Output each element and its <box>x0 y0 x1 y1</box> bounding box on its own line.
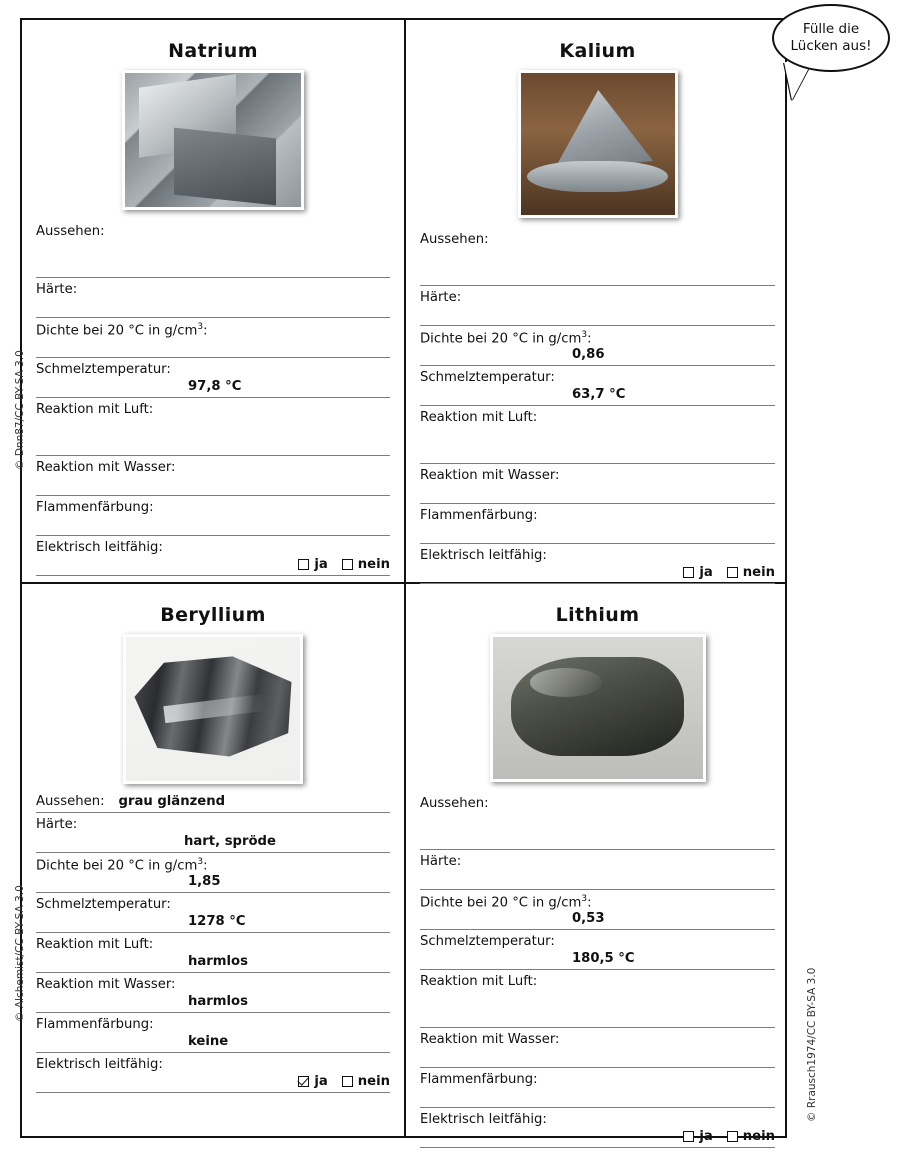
image-credit-beryllium: © Alchemist/CC BY-SA 3.0 <box>14 885 26 1022</box>
field-haerte[interactable] <box>420 286 775 326</box>
natrium-photo <box>122 70 304 210</box>
element-card-kalium <box>406 20 789 582</box>
element-card-beryllium <box>22 584 404 1140</box>
field-reaktion-wasser[interactable] <box>36 456 390 496</box>
field-value-schmelztemperatur: 63,7 °C <box>572 387 626 402</box>
checkbox-box-ja[interactable] <box>683 1131 694 1142</box>
field-label-schmelztemperatur: Schmelztemperatur: <box>36 897 171 912</box>
field-reaktion-wasser[interactable] <box>420 464 775 504</box>
field-list <box>36 794 390 1093</box>
field-label-haerte: Härte: <box>36 817 78 832</box>
field-list <box>36 220 390 576</box>
checkbox-label-nein: nein <box>357 1074 390 1089</box>
field-reaktion-luft[interactable] <box>36 933 390 973</box>
field-label-haerte: Härte: <box>36 282 78 297</box>
field-label-elektrisch-leitfaehig: Elektrisch leitfähig: <box>36 1057 163 1072</box>
speech-bubble <box>772 4 890 72</box>
superscript-three: 3 <box>581 330 588 340</box>
field-haerte[interactable] <box>36 813 390 853</box>
field-label-dichte: Dichte bei 20 °C in $g/cm^3$: <box>36 857 208 874</box>
field-schmelztemperatur[interactable] <box>420 930 775 970</box>
field-label-aussehen: Aussehen: <box>36 224 105 239</box>
field-dichte[interactable] <box>420 890 775 930</box>
checkbox-box-nein[interactable] <box>727 1131 738 1142</box>
checkbox-label-ja: ja <box>699 565 713 580</box>
field-label-aussehen: Aussehen: <box>36 794 105 809</box>
checkbox-box-ja[interactable] <box>298 1076 309 1087</box>
field-elektrisch-leitfaehig[interactable] <box>36 536 390 576</box>
element-card-lithium <box>406 584 789 1144</box>
field-schmelztemperatur[interactable] <box>36 358 390 398</box>
field-value-reaktion-wasser: harmlos <box>188 994 248 1009</box>
field-label-flammenfaerbung: Flammenfärbung: <box>36 500 154 515</box>
field-value-reaktion-luft: harmlos <box>188 954 248 969</box>
element-photo-wrap <box>420 634 775 782</box>
checkbox-nein[interactable] <box>342 557 390 572</box>
worksheet-frame <box>20 18 787 1144</box>
checkbox-group <box>298 1074 390 1089</box>
field-label-reaktion-luft: Reaktion mit Luft: <box>36 402 154 417</box>
field-reaktion-luft[interactable] <box>420 406 775 464</box>
kalium-photo <box>518 70 678 218</box>
card-title: Kalium <box>559 40 636 62</box>
speech-bubble-line2: Lücken aus! <box>790 38 872 54</box>
checkbox-label-ja: ja <box>314 557 328 572</box>
checkbox-box-ja[interactable] <box>683 567 694 578</box>
element-photo-wrap <box>420 70 775 218</box>
field-label-schmelztemperatur: Schmelztemperatur: <box>36 362 171 377</box>
field-label-reaktion-wasser: Reaktion mit Wasser: <box>36 460 176 475</box>
field-flammenfaerbung[interactable] <box>36 1013 390 1053</box>
field-value-schmelztemperatur: 97,8 °C <box>188 379 242 394</box>
element-card-natrium <box>22 20 404 582</box>
checkbox-label-nein: nein <box>742 565 775 580</box>
field-value-haerte: hart, spröde <box>184 834 276 849</box>
checkbox-label-ja: ja <box>699 1129 713 1144</box>
field-value-aussehen: grau glänzend <box>118 794 226 809</box>
field-label-aussehen: Aussehen: <box>420 796 489 811</box>
field-label-elektrisch-leitfaehig: Elektrisch leitfähig: <box>420 1112 547 1127</box>
field-haerte[interactable] <box>420 850 775 890</box>
field-reaktion-luft[interactable] <box>420 970 775 1028</box>
field-value-schmelztemperatur: 1278 °C <box>188 914 246 929</box>
checkbox-nein[interactable] <box>342 1074 390 1089</box>
field-haerte[interactable] <box>36 278 390 318</box>
field-label-flammenfaerbung: Flammenfärbung: <box>420 508 538 523</box>
card-title: Beryllium <box>160 604 266 626</box>
field-label-reaktion-luft: Reaktion mit Luft: <box>36 937 154 952</box>
field-reaktion-luft[interactable] <box>36 398 390 456</box>
field-label-haerte: Härte: <box>420 854 462 869</box>
field-schmelztemperatur[interactable] <box>36 893 390 933</box>
field-label-schmelztemperatur: Schmelztemperatur: <box>420 370 555 385</box>
checkbox-ja[interactable] <box>683 1129 712 1144</box>
field-label-dichte: Dichte bei 20 °C in $g/cm^3$: <box>36 322 208 339</box>
field-list <box>420 228 775 584</box>
checkbox-ja[interactable] <box>298 1074 327 1089</box>
field-flammenfaerbung[interactable] <box>420 1068 775 1108</box>
field-flammenfaerbung[interactable] <box>420 504 775 544</box>
field-value-dichte: 0,53 <box>572 911 605 926</box>
checkbox-group <box>683 565 775 580</box>
field-label-haerte: Härte: <box>420 290 462 305</box>
field-list <box>420 792 775 1148</box>
field-elektrisch-leitfaehig[interactable] <box>36 1053 390 1093</box>
field-aussehen[interactable] <box>420 792 775 850</box>
checkbox-box-nein[interactable] <box>727 567 738 578</box>
speech-bubble-line1: Fülle die <box>802 21 860 38</box>
checkbox-label-nein: nein <box>357 557 390 572</box>
field-elektrisch-leitfaehig[interactable] <box>420 544 775 584</box>
field-schmelztemperatur[interactable] <box>420 366 775 406</box>
field-label-reaktion-luft: Reaktion mit Luft: <box>420 410 538 425</box>
checkbox-box-nein[interactable] <box>342 559 353 570</box>
field-value-dichte: 0,86 <box>572 347 605 362</box>
card-title: Natrium <box>168 40 258 62</box>
field-value-schmelztemperatur: 180,5 °C <box>572 951 635 966</box>
field-aussehen[interactable] <box>36 220 390 278</box>
element-photo-wrap <box>36 70 390 210</box>
field-label-elektrisch-leitfaehig: Elektrisch leitfähig: <box>420 548 547 563</box>
checkbox-ja[interactable] <box>298 557 327 572</box>
superscript-three: 3 <box>581 894 588 904</box>
field-label-reaktion-wasser: Reaktion mit Wasser: <box>420 1032 560 1047</box>
checkbox-label-ja: ja <box>314 1074 328 1089</box>
field-dichte[interactable] <box>420 326 775 366</box>
field-dichte[interactable] <box>36 853 390 893</box>
field-value-flammenfaerbung: keine <box>188 1034 229 1049</box>
field-dichte[interactable] <box>36 318 390 358</box>
checkbox-group <box>683 1129 775 1144</box>
checkbox-label-nein: nein <box>742 1129 775 1144</box>
checkbox-nein[interactable] <box>727 565 775 580</box>
field-value-dichte: 1,85 <box>188 874 221 889</box>
field-label-reaktion-wasser: Reaktion mit Wasser: <box>36 977 176 992</box>
checkbox-group <box>298 557 390 572</box>
field-label-dichte: Dichte bei 20 °C in $g/cm^3$: <box>420 330 592 347</box>
field-label-flammenfaerbung: Flammenfärbung: <box>420 1072 538 1087</box>
field-aussehen[interactable] <box>36 794 390 813</box>
image-credit-natrium: © Dnn87/CC BY-SA 3.0 <box>14 350 26 470</box>
beryllium-photo <box>123 634 303 784</box>
field-label-dichte: Dichte bei 20 °C in $g/cm^3$: <box>420 894 592 911</box>
field-label-elektrisch-leitfaehig: Elektrisch leitfähig: <box>36 540 163 555</box>
checkbox-box-ja[interactable] <box>298 559 309 570</box>
field-flammenfaerbung[interactable] <box>36 496 390 536</box>
element-photo-wrap <box>36 634 390 784</box>
field-label-flammenfaerbung: Flammenfärbung: <box>36 1017 154 1032</box>
field-reaktion-wasser[interactable] <box>36 973 390 1013</box>
field-reaktion-wasser[interactable] <box>420 1028 775 1068</box>
field-label-reaktion-wasser: Reaktion mit Wasser: <box>420 468 560 483</box>
superscript-three: 3 <box>197 857 204 867</box>
field-label-schmelztemperatur: Schmelztemperatur: <box>420 934 555 949</box>
lithium-photo <box>490 634 706 782</box>
checkbox-nein[interactable] <box>727 1129 775 1144</box>
image-credit-lithium: © Rrausch1974/CC BY-SA 3.0 <box>806 967 818 1122</box>
checkbox-ja[interactable] <box>683 565 712 580</box>
field-aussehen[interactable] <box>420 228 775 286</box>
card-title: Lithium <box>555 604 640 626</box>
superscript-three: 3 <box>197 322 204 332</box>
field-label-reaktion-luft: Reaktion mit Luft: <box>420 974 538 989</box>
checkbox-box-nein[interactable] <box>342 1076 353 1087</box>
field-elektrisch-leitfaehig[interactable] <box>420 1108 775 1148</box>
field-label-aussehen: Aussehen: <box>420 232 489 247</box>
